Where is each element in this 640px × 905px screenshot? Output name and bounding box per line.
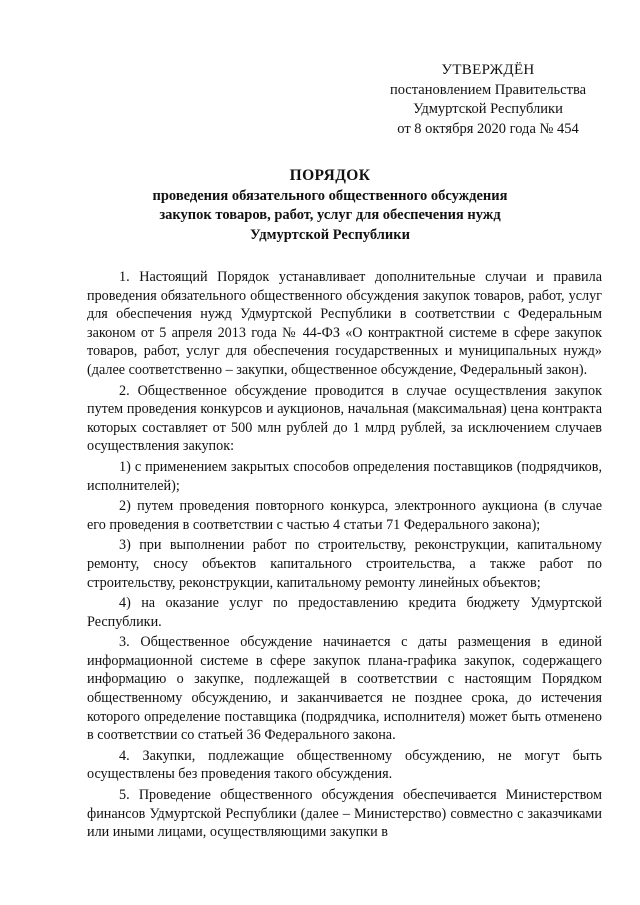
paragraph: 2. Общественное обсуждение проводится в случае осуществления закупок путем проведения конкурсов и аукционов, начальная (максимальная) цена контракта которых составляет от 500 млн рублей до 1 млрд рублей, за исключением случаев осуществления закупок: <box>87 382 602 455</box>
title-line: закупок товаров, работ, услуг для обеспечения нужд <box>159 207 501 223</box>
paragraph: 4) на оказание услуг по предоставлению кредита бюджету Удмуртской Республики. <box>87 595 602 630</box>
approved-heading: УТВЕРЖДЁН <box>441 62 535 78</box>
title-line: Удмуртской Республики <box>250 226 410 243</box>
title-line: проведения обязательного общественного обсуждения <box>152 187 508 204</box>
title-main: ПОРЯДОК <box>289 167 371 184</box>
paragraph: 2) путем проведения повторного конкурса, электронного аукциона (в случае его проведения в соответствии с частью 4 статьи 71 Федерального закона); <box>87 498 602 533</box>
paragraph: 5. Проведение общественного обсуждения обеспечивается Министерством финансов Удмуртской Республики (далее – Министерство) совместно с заказчиками или иными лицами, осуществляющими закупки в <box>87 787 602 841</box>
paragraph: 3. Общественное обсуждение начинается с даты размещения в единой информационной системе в сфере закупок плана-графика закупок, содержащего информацию о закупке, подлежащей в соответствии с настоящим Порядком общественному обсуждению, и заканчивается не позднее срока, до истечения которого определение поставщика (подрядчика, исполнителя) может быть отменено в соответствии со статьей 36 Федерального закона. <box>87 634 602 744</box>
paragraph: 1) с применением закрытых способов определения поставщиков (подрядчиков, исполнителей); <box>87 458 602 494</box>
paragraph: 3) при выполнении работ по строительству, реконструкции, капитальному ремонту, сносу объектов капитального строительства, а также работ по строительству, реконструкции, капитальному ремонту линейных объектов; <box>87 537 602 591</box>
document-title <box>120 166 540 245</box>
approval-line: Удмуртской Республики <box>413 101 563 117</box>
paragraph: 4. Закупки, подлежащие общественному обсуждению, не могут быть осуществлены без проведения такого обсуждения. <box>87 747 602 783</box>
paragraph: 1. Настоящий Порядок устанавливает дополнительные случаи и правила проведения обязательного общественного обсуждения закупок товаров, работ, услуг для обеспечения нужд Удмуртской Республики в соответствии с Федеральным законом от 5 апреля 2013 года № 44-ФЗ «О контрактной системе в сфере закупок товаров, работ, услуг для обеспечения государственных и муниципальных нужд» (далее соответственно – закупки, общественное обсуждение, Федеральный закон). <box>87 269 602 378</box>
approval-line: постановлением Правительства <box>389 81 587 98</box>
approval-date: от 8 октября 2020 года № 454 <box>397 120 579 137</box>
document-body <box>87 268 602 844</box>
approval-stamp <box>383 61 593 139</box>
